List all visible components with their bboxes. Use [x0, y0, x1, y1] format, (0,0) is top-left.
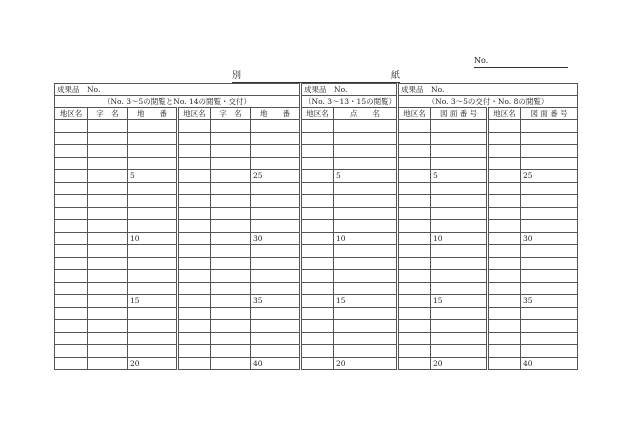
table-cell: [521, 207, 578, 220]
table-cell: [431, 207, 488, 220]
table-cell: 10: [334, 232, 398, 245]
table-cell: [431, 182, 488, 195]
table-cell: [334, 132, 398, 145]
table-row: [55, 220, 578, 233]
table-cell: [55, 332, 88, 345]
table-row: [55, 270, 578, 283]
table-cell: [211, 257, 251, 270]
column-header-4: 字 名: [211, 108, 251, 120]
table-cell: [251, 182, 301, 195]
deliverables-table: [54, 83, 578, 370]
table-row: [55, 282, 578, 295]
column-header-0: 地区名: [55, 108, 88, 120]
table-cell: 25: [521, 170, 578, 183]
table-cell: [334, 145, 398, 158]
column-header-5: 地 番: [251, 108, 301, 120]
table-cell: [431, 307, 488, 320]
table-cell: [488, 132, 521, 145]
table-cell: [178, 345, 211, 358]
table-cell: [128, 320, 178, 333]
table-cell: 10: [431, 232, 488, 245]
table-cell: [55, 145, 88, 158]
table-cell: [521, 157, 578, 170]
table-cell: [334, 282, 398, 295]
table-cell: [55, 245, 88, 258]
table-cell: [488, 345, 521, 358]
table-cell: [301, 257, 334, 270]
table-cell: [88, 295, 128, 308]
group-note-3: （No. 3〜5の交付・No. 8の閲覧）: [398, 96, 578, 108]
table-cell: [334, 307, 398, 320]
group-label-1: 成果品 No.: [55, 84, 301, 96]
table-cell: [301, 270, 334, 283]
table-cell: [211, 295, 251, 308]
table-cell: [301, 207, 334, 220]
table-cell: [521, 132, 578, 145]
table-cell: [301, 132, 334, 145]
table-cell: [301, 357, 334, 370]
column-header-7: 点 名: [334, 108, 398, 120]
table-row: [55, 157, 578, 170]
table-cell: [88, 257, 128, 270]
table-row: [55, 295, 578, 308]
table-cell: [251, 307, 301, 320]
table-cell: [431, 220, 488, 233]
table-cell: 40: [521, 357, 578, 370]
table-cell: [398, 145, 431, 158]
table-cell: [55, 170, 88, 183]
table-cell: [398, 195, 431, 208]
table-cell: [334, 320, 398, 333]
table-cell: [211, 132, 251, 145]
table-cell: [398, 345, 431, 358]
table-cell: [211, 232, 251, 245]
table-cell: [334, 157, 398, 170]
table-cell: [301, 157, 334, 170]
table-cell: [334, 245, 398, 258]
table-cell: 20: [431, 357, 488, 370]
table-cell: [211, 170, 251, 183]
table-cell: [488, 270, 521, 283]
table-cell: [431, 320, 488, 333]
table-cell: [488, 245, 521, 258]
table-cell: [211, 182, 251, 195]
table-cell: [251, 345, 301, 358]
table-cell: 5: [128, 170, 178, 183]
table-cell: [251, 207, 301, 220]
table-row: [55, 232, 578, 245]
table-cell: [251, 270, 301, 283]
table-cell: [398, 207, 431, 220]
table-cell: [55, 295, 88, 308]
table-cell: [178, 332, 211, 345]
table-cell: [128, 245, 178, 258]
table-cell: [88, 220, 128, 233]
table-cell: [251, 120, 301, 133]
table-cell: [55, 357, 88, 370]
column-header-3: 地区名: [178, 108, 211, 120]
table-cell: [398, 257, 431, 270]
table-cell: [178, 132, 211, 145]
table-cell: [251, 132, 301, 145]
column-header-1: 字 名: [88, 108, 128, 120]
table-cell: [301, 145, 334, 158]
table-cell: [521, 195, 578, 208]
table-cell: [488, 320, 521, 333]
table-cell: [301, 220, 334, 233]
table-cell: [521, 145, 578, 158]
table-cell: [398, 320, 431, 333]
table-row: [55, 195, 578, 208]
table-cell: [211, 357, 251, 370]
table-cell: [251, 220, 301, 233]
table-cell: [521, 245, 578, 258]
group-label-3: 成果品 No.: [398, 84, 578, 96]
table-cell: [398, 170, 431, 183]
table-cell: [55, 195, 88, 208]
column-header-10: 地区名: [488, 108, 521, 120]
table-cell: [431, 332, 488, 345]
table-cell: [128, 120, 178, 133]
table-cell: [521, 257, 578, 270]
table-cell: 15: [128, 295, 178, 308]
table-cell: [301, 232, 334, 245]
table-cell: [521, 332, 578, 345]
group-label-2: 成果品 No.: [301, 84, 398, 96]
table-cell: [211, 270, 251, 283]
table-cell: [301, 332, 334, 345]
table-cell: [251, 282, 301, 295]
table-cell: [55, 157, 88, 170]
table-cell: [178, 145, 211, 158]
table-cell: [128, 220, 178, 233]
table-cell: [211, 332, 251, 345]
table-row: [55, 132, 578, 145]
table-cell: [211, 245, 251, 258]
group-note-row: [55, 96, 578, 108]
table-cell: [488, 157, 521, 170]
table-cell: [301, 345, 334, 358]
table-cell: [521, 270, 578, 283]
group-note-1: （No. 3〜5の閲覧とNo. 14の閲覧・交付）: [55, 96, 301, 108]
table-cell: [398, 220, 431, 233]
table-cell: [521, 220, 578, 233]
table-cell: [488, 332, 521, 345]
table-cell: [431, 345, 488, 358]
table-cell: [55, 257, 88, 270]
table-cell: [488, 170, 521, 183]
table-cell: [301, 120, 334, 133]
table-cell: 35: [521, 295, 578, 308]
table-cell: [55, 120, 88, 133]
table-cell: [334, 182, 398, 195]
table-cell: [211, 320, 251, 333]
table-cell: [211, 345, 251, 358]
table-cell: [251, 195, 301, 208]
table-cell: [488, 207, 521, 220]
table-cell: [488, 295, 521, 308]
table-cell: [334, 345, 398, 358]
table-cell: 15: [334, 295, 398, 308]
table-cell: [251, 257, 301, 270]
table-cell: [398, 120, 431, 133]
table-cell: 30: [521, 232, 578, 245]
table-cell: [55, 232, 88, 245]
table-cell: [211, 220, 251, 233]
group-label-row: [55, 84, 578, 96]
table-cell: [88, 157, 128, 170]
table-cell: [88, 207, 128, 220]
title-left-char: 別: [232, 71, 242, 81]
table-cell: 15: [431, 295, 488, 308]
table-cell: [301, 320, 334, 333]
table-cell: [488, 195, 521, 208]
table-cell: [128, 270, 178, 283]
table-cell: [488, 220, 521, 233]
table-cell: [301, 282, 334, 295]
table-cell: [88, 232, 128, 245]
table-row: [55, 345, 578, 358]
table-cell: [55, 320, 88, 333]
table-cell: [55, 182, 88, 195]
table-cell: [211, 282, 251, 295]
table-cell: [334, 207, 398, 220]
appendix-title: [232, 71, 400, 83]
table-cell: 30: [251, 232, 301, 245]
table-cell: [55, 282, 88, 295]
table-cell: [55, 207, 88, 220]
table-cell: [88, 145, 128, 158]
table-cell: [251, 245, 301, 258]
table-cell: [398, 282, 431, 295]
table-cell: [488, 145, 521, 158]
table-cell: [88, 120, 128, 133]
table-cell: [88, 357, 128, 370]
table-cell: [398, 182, 431, 195]
table-cell: [398, 332, 431, 345]
table-row: [55, 320, 578, 333]
table-cell: [128, 195, 178, 208]
table-row: [55, 120, 578, 133]
table-cell: [431, 270, 488, 283]
table-cell: [211, 207, 251, 220]
table-row: [55, 207, 578, 220]
table-cell: [488, 307, 521, 320]
table-cell: [488, 282, 521, 295]
table-cell: [521, 182, 578, 195]
table-cell: [178, 320, 211, 333]
table-cell: [521, 307, 578, 320]
table-cell: [211, 157, 251, 170]
table-cell: [431, 157, 488, 170]
column-header-9: 図 面 番 号: [431, 108, 488, 120]
table-cell: [431, 195, 488, 208]
table-cell: [398, 307, 431, 320]
table-cell: [488, 357, 521, 370]
table-cell: [398, 295, 431, 308]
table-cell: [88, 170, 128, 183]
table-row: [55, 257, 578, 270]
table-cell: 5: [334, 170, 398, 183]
document-number-field: [474, 56, 568, 68]
table-cell: [301, 295, 334, 308]
table-cell: [88, 182, 128, 195]
table-cell: [301, 245, 334, 258]
table-cell: [128, 132, 178, 145]
table-cell: [211, 145, 251, 158]
table-cell: [178, 195, 211, 208]
table-cell: [334, 195, 398, 208]
table-cell: [488, 257, 521, 270]
title-right-char: 紙: [390, 71, 400, 81]
table-cell: [178, 307, 211, 320]
table-row: [55, 182, 578, 195]
table-cell: 20: [128, 357, 178, 370]
group-note-2: （No. 3〜13・15の閲覧）: [301, 96, 398, 108]
table-cell: [88, 320, 128, 333]
table-cell: [431, 132, 488, 145]
table-cell: [211, 307, 251, 320]
table-cell: [521, 120, 578, 133]
column-header-11: 図 面 番 号: [521, 108, 578, 120]
table-cell: 10: [128, 232, 178, 245]
table-cell: [88, 132, 128, 145]
table-cell: [55, 270, 88, 283]
table-cell: [128, 282, 178, 295]
table-cell: [128, 345, 178, 358]
table-cell: [178, 357, 211, 370]
table-cell: [334, 270, 398, 283]
table-cell: [128, 307, 178, 320]
table-row: [55, 357, 578, 370]
table-cell: [88, 282, 128, 295]
table-cell: [88, 270, 128, 283]
table-cell: [398, 245, 431, 258]
table-cell: [398, 132, 431, 145]
table-row: [55, 307, 578, 320]
table-row: [55, 245, 578, 258]
table-cell: [178, 282, 211, 295]
table-cell: [178, 120, 211, 133]
table-cell: 5: [431, 170, 488, 183]
table-cell: [178, 270, 211, 283]
table-cell: [488, 232, 521, 245]
table-cell: [431, 120, 488, 133]
table-cell: [301, 195, 334, 208]
column-header-row: [55, 108, 578, 120]
table-cell: [178, 170, 211, 183]
table-cell: [128, 207, 178, 220]
table-cell: [55, 345, 88, 358]
table-cell: [178, 295, 211, 308]
table-cell: [398, 270, 431, 283]
table-cell: [334, 220, 398, 233]
table-cell: [301, 170, 334, 183]
table-cell: [398, 357, 431, 370]
table-cell: [521, 320, 578, 333]
table-cell: [431, 282, 488, 295]
table-cell: [251, 332, 301, 345]
table-cell: [88, 332, 128, 345]
table-cell: [211, 195, 251, 208]
table-cell: [178, 182, 211, 195]
table-cell: [178, 245, 211, 258]
table-cell: [211, 120, 251, 133]
table-cell: [128, 257, 178, 270]
table-cell: [334, 257, 398, 270]
table-cell: [301, 182, 334, 195]
table-cell: [334, 120, 398, 133]
column-header-8: 地区名: [398, 108, 431, 120]
table-cell: [251, 157, 301, 170]
table-cell: [488, 120, 521, 133]
table-cell: [88, 307, 128, 320]
column-header-2: 地 番: [128, 108, 178, 120]
table-cell: [178, 207, 211, 220]
table-cell: [431, 145, 488, 158]
table-cell: [88, 195, 128, 208]
table-cell: [128, 332, 178, 345]
table-cell: [178, 232, 211, 245]
table-cell: [488, 182, 521, 195]
table-row: [55, 145, 578, 158]
table-row: [55, 332, 578, 345]
table-cell: [431, 245, 488, 258]
document-number-label: No.: [474, 56, 489, 65]
table-cell: 35: [251, 295, 301, 308]
table-cell: [88, 245, 128, 258]
table-cell: [55, 307, 88, 320]
table-cell: [431, 257, 488, 270]
table-cell: 20: [334, 357, 398, 370]
table-cell: [55, 220, 88, 233]
table-cell: [334, 332, 398, 345]
table-cell: [55, 132, 88, 145]
table-cell: 25: [251, 170, 301, 183]
table-cell: [178, 157, 211, 170]
table-cell: [521, 282, 578, 295]
table-cell: [521, 345, 578, 358]
table-cell: [251, 145, 301, 158]
table-cell: [88, 345, 128, 358]
table-cell: [128, 182, 178, 195]
table-cell: [128, 145, 178, 158]
table-row: [55, 170, 578, 183]
table-cell: [178, 220, 211, 233]
table-cell: [301, 307, 334, 320]
table-cell: [398, 232, 431, 245]
table-cell: [178, 257, 211, 270]
table-cell: [251, 320, 301, 333]
column-header-6: 地区名: [301, 108, 334, 120]
table-cell: [128, 157, 178, 170]
table-cell: 40: [251, 357, 301, 370]
table-cell: [398, 157, 431, 170]
